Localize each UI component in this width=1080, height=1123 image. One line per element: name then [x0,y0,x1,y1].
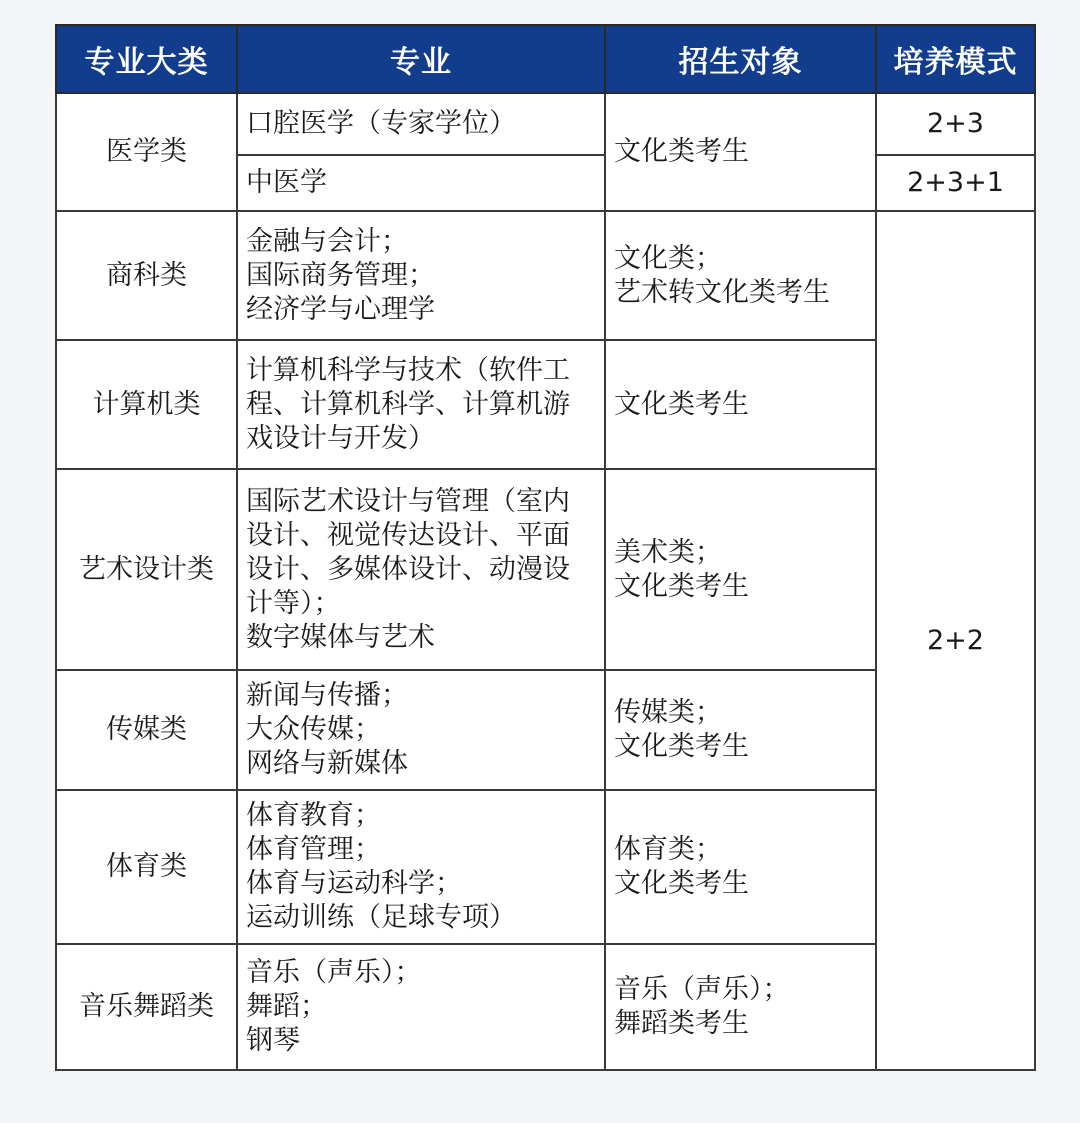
category-cell: 计算机类 [56,340,237,469]
category-cell: 商科类 [56,211,237,340]
major-item: 新闻与传播； [246,680,408,711]
majors-table [55,24,1036,1071]
target-cell [605,93,876,211]
major-item: 网络与新媒体 [246,748,408,779]
header-target: 招生对象 [605,25,876,93]
header-mode: 培养模式 [876,25,1035,93]
target-item: 传媒类； [614,697,722,728]
major-item: 体育管理； [246,834,381,865]
target-cell [605,340,876,469]
major-item: 金融与会计； [246,225,408,257]
target-cell [605,670,876,790]
major-cell [237,790,605,944]
major-item: 舞蹈； [246,991,327,1022]
target-item: 文化类考生 [614,731,749,762]
mode-cell-shared: 2+2 [876,211,1035,1070]
major-cell [237,155,605,211]
target-item: 舞蹈类考生 [614,1008,749,1039]
target-cell [605,469,876,670]
major-item: 钢琴 [246,1025,300,1056]
major-item: 中医学 [246,167,327,198]
category-cell: 传媒类 [56,670,237,790]
category-cell: 体育类 [56,790,237,944]
target-cell [605,790,876,944]
target-item: 文化类考生 [614,388,749,420]
major-cell [237,469,605,670]
category-cell: 医学类 [56,93,237,211]
target-item: 文化类考生 [614,868,749,899]
target-item: 文化类考生 [614,136,749,167]
mode-cell: 2+3 [876,93,1035,155]
major-item: 口腔医学（专家学位） [246,108,516,139]
header-category: 专业大类 [56,25,237,93]
major-item: 国际商务管理； [246,259,435,291]
major-item: 经济学与心理学 [246,293,435,325]
header-row [56,25,1035,93]
major-item: 音乐（声乐）； [246,957,422,988]
target-item: 体育类； [614,834,722,865]
target-item: 美术类； [614,536,722,568]
target-item: 文化类考生 [614,570,749,602]
mode-cell: 2+3+1 [876,155,1035,211]
table-row [56,211,1035,340]
category-cell: 音乐舞蹈类 [56,944,237,1070]
target-cell [605,211,876,340]
major-item: 体育教育； [246,800,381,831]
target-item: 音乐（声乐）； [614,974,790,1005]
target-cell [605,944,876,1070]
major-cell [237,670,605,790]
target-item: 艺术转文化类考生 [614,276,830,308]
major-item: 国际艺术设计与管理（室内设计、视觉传达设计、平面设计、多媒体设计、动漫设计等）； [246,485,570,619]
major-item: 数字媒体与艺术 [246,621,435,653]
major-cell [237,340,605,469]
table-row [56,93,1035,155]
major-item: 计算机科学与技术（软件工程、计算机科学、计算机游戏设计与开发） [246,354,570,454]
major-cell [237,944,605,1070]
major-cell [237,93,605,155]
major-item: 体育与运动科学； [246,868,462,899]
target-item: 文化类； [614,242,722,274]
header-major: 专业 [237,25,605,93]
major-cell [237,211,605,340]
major-item: 大众传媒； [246,714,381,745]
category-cell: 艺术设计类 [56,469,237,670]
major-item: 运动训练（足球专项） [246,902,516,933]
